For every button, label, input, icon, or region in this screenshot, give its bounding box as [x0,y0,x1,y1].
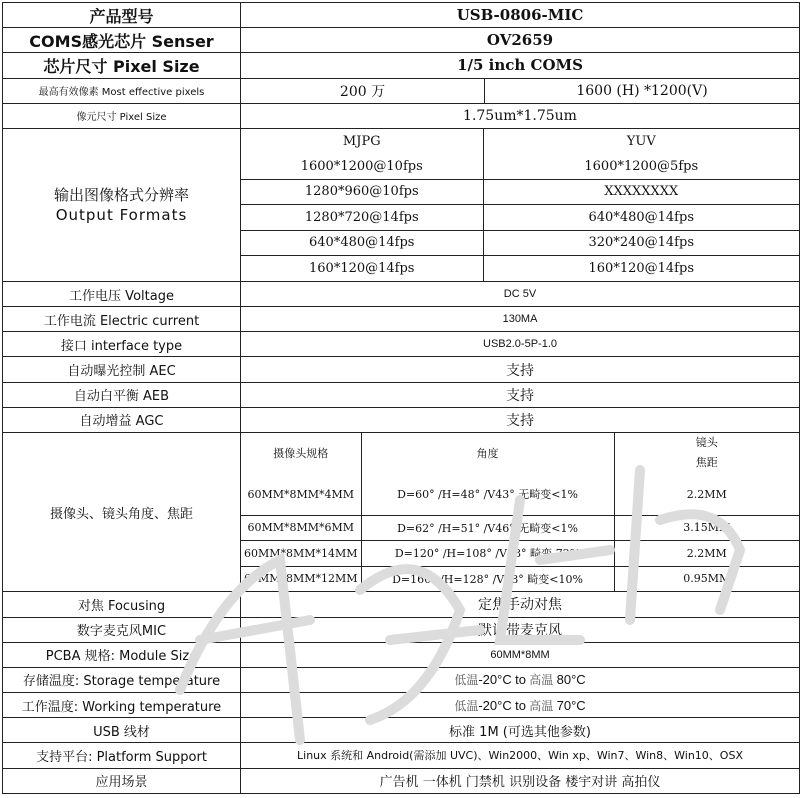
agc-label: 自动增益 AGC [3,407,241,432]
camera-spec-cell: 60MM*8MM*12MM [241,566,361,591]
row-storage-temp [3,667,800,692]
working-temp-low: 低温 [454,698,479,713]
storage-temp-label: 存储温度: Storage temperature [3,667,241,692]
working-temp-low-val: -20°C [478,697,512,713]
camera-angle-cell: D=120° /H=108° /V58° 畸变-72% [361,541,614,567]
camera-row [241,515,799,541]
camera-spec-cell: 60MM*8MM*6MM [241,515,361,541]
focusing-value: 定焦手动对焦 [241,592,800,617]
output-yuv-cell: XXXXXXXX [483,179,799,205]
aeb-label: 自动白平衡 AEB [3,382,241,407]
interface-label: 接口 interface type [3,332,241,357]
output-mjpg-cell: 1280*960@10fps [241,179,483,205]
camera-spec-cell: 60MM*8MM*4MM [241,474,361,515]
platform-label: 支持平台: Platform Support [3,743,241,768]
chip-size-label: 芯片尺寸 Pixel Size [3,53,241,78]
usb-cable-label: USB 线材 [3,718,241,743]
voltage-value: DC 5V [241,281,800,306]
camera-focal-cell: 3.15MM [614,515,799,541]
row-pcba [3,642,800,667]
working-temp-high-val: 70°C [556,697,586,713]
model-label: 产品型号 [3,3,241,28]
row-camera [3,432,800,591]
row-max-pixels [3,78,800,103]
camera-header-focal: 镜头 焦距 [614,433,799,474]
focusing-label: 对焦 Focusing [3,592,241,617]
output-format-row [241,205,799,231]
camera-table [241,433,799,591]
application-label: 应用场景 [3,768,241,793]
aec-value: 支持 [241,357,800,382]
row-usb-cable [3,718,800,743]
pcba-value: 60MM*8MM [241,642,800,667]
current-label: 工作电流 Electric current [3,307,241,332]
working-temp-value [241,693,800,718]
aec-label: 自动曝光控制 AEC [3,357,241,382]
output-yuv-cell: 1600*1200@5fps [483,154,799,179]
row-mic [3,617,800,642]
platform-value: Linux 系统和 Android(需添加 UVC)、Win2000、Win xp、Win7、Win8、Win10、OSX [241,743,800,768]
output-header-row [241,129,799,154]
working-temp-high: 高温 [529,698,554,713]
camera-angle-cell: D=60° /H=48° /V43° 无畸变<1% [361,474,614,515]
row-interface [3,332,800,357]
output-mjpg-cell: 160*120@14fps [241,256,483,281]
camera-header-spec: 摄像头规格 [241,433,361,474]
output-col-mjpg: MJPG [241,129,483,154]
row-voltage [3,281,800,306]
output-label-en: Output Formats [55,205,188,224]
camera-focal-cell: 2.2MM [614,541,799,567]
output-mjpg-cell: 640*480@14fps [241,230,483,256]
max-pixels-value-b: 1600 (H) *1200(V) [485,78,800,103]
row-pixel-size [3,103,800,128]
output-format-row [241,179,799,205]
sensor-value: OV2659 [241,28,800,53]
row-sensor [3,28,800,53]
voltage-label: 工作电压 Voltage [3,281,241,306]
storage-temp-value [241,667,800,692]
camera-focal-cell: 0.95MM [614,566,799,591]
row-output [3,128,800,281]
storage-temp-high: 高温 [529,673,554,688]
row-focusing [3,592,800,617]
output-label [3,128,241,281]
storage-temp-to: to [515,672,526,688]
camera-row [241,474,799,515]
storage-temp-low-val: -20°C [478,672,512,688]
storage-temp-low: 低温 [454,673,479,688]
output-format-row [241,230,799,256]
row-platform [3,743,800,768]
camera-angle-cell: D=160° /H=128° /V98° 畸变<10% [361,566,614,591]
model-value: USB-0806-MIC [241,3,800,28]
camera-focal-cell: 2.2MM [614,474,799,515]
camera-row [241,566,799,591]
camera-angle-cell: D=62° /H=51° /V46° 无畸变<1% [361,515,614,541]
storage-temp-high-val: 80°C [556,672,586,688]
output-label-cn: 输出图像格式分辨率 [53,185,189,204]
application-value: 广告机 一体机 门禁机 识别设备 楼宇对讲 高拍仪 [241,768,800,793]
aeb-value: 支持 [241,382,800,407]
row-current [3,307,800,332]
camera-spec-cell: 60MM*8MM*14MM [241,541,361,567]
pcba-label: PCBA 规格: Module Size [3,642,241,667]
output-yuv-cell: 320*240@14fps [483,230,799,256]
output-mjpg-cell: 1280*720@14fps [241,205,483,231]
max-pixels-label: 最高有效像素 Most effective pixels [3,78,241,103]
row-chip-size [3,53,800,78]
output-mjpg-cell: 1600*1200@10fps [241,154,483,179]
camera-label: 摄像头、镜头角度、焦距 [3,432,241,591]
camera-row [241,541,799,567]
camera-header-row [241,433,799,474]
row-aec [3,357,800,382]
sensor-label: COMS感光芯片 Senser [3,28,241,53]
output-format-row [241,256,799,281]
output-yuv-cell: 640*480@14fps [483,205,799,231]
pixel-size-value: 1.75um*1.75um [241,103,800,128]
row-aeb [3,382,800,407]
usb-cable-value: 标准 1M (可选其他参数) [241,718,800,743]
mic-label: 数字麦克风MIC [3,617,241,642]
spec-table [2,2,800,794]
agc-value: 支持 [241,407,800,432]
row-agc [3,407,800,432]
max-pixels-value-a: 200 万 [241,78,485,103]
interface-value: USB2.0-5P-1.0 [241,332,800,357]
output-formats-table [241,129,799,281]
current-value: 130MA [241,307,800,332]
row-working-temp [3,693,800,718]
working-temp-to: to [515,697,526,713]
pixel-size-label: 像元尺寸 Pixel Size [3,103,241,128]
output-yuv-cell: 160*120@14fps [483,256,799,281]
output-format-row [241,154,799,179]
camera-header-angle: 角度 [361,433,614,474]
row-application [3,768,800,793]
mic-value: 默认带麦克风 [241,617,800,642]
output-col-yuv: YUV [483,129,799,154]
row-model [3,3,800,28]
chip-size-value: 1/5 inch COMS [241,53,800,78]
working-temp-label: 工作温度: Working temperature [3,693,241,718]
